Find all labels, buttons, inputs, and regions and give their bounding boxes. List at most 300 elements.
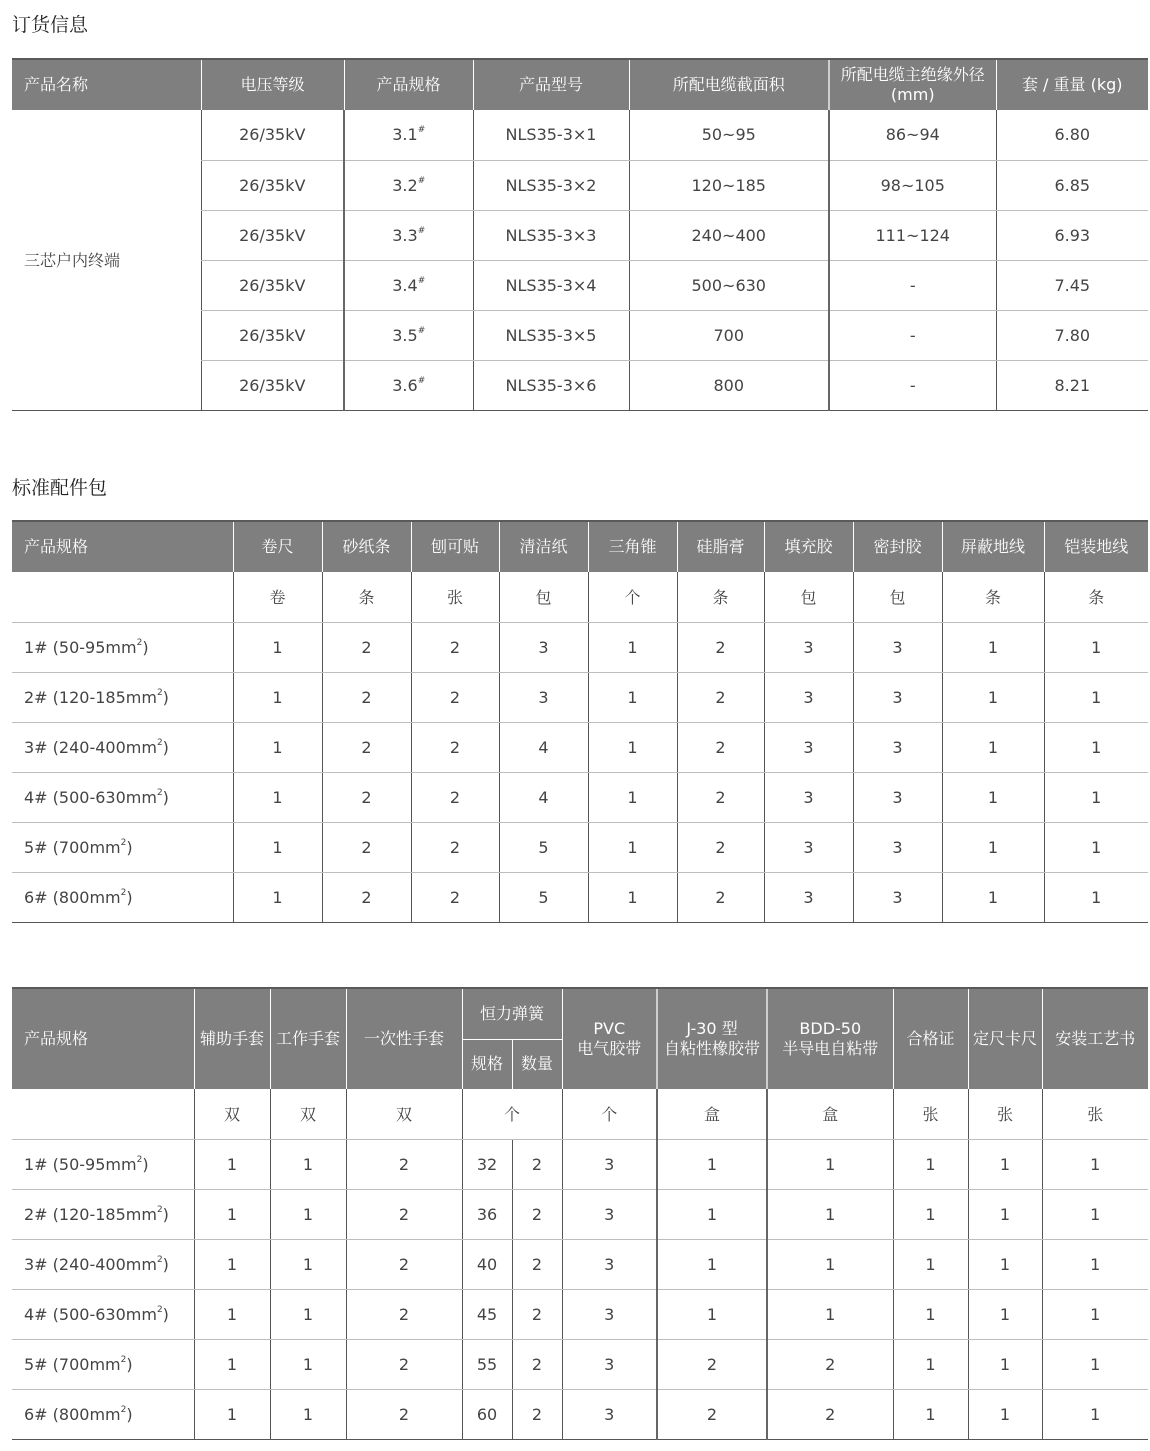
quantity-cell: 1 [968, 1389, 1042, 1439]
quantity-cell: 1 [893, 1289, 968, 1339]
cable-area-cell: 120~185 [629, 160, 829, 210]
quantity-cell: 2 [512, 1189, 562, 1239]
supplies-header-bdd-tape [767, 988, 893, 1089]
header-weight: 套 / 重量 (kg) [996, 59, 1148, 110]
supplies-table [12, 987, 1148, 1440]
spec-cell [344, 210, 473, 260]
quantity-cell: 3 [562, 1339, 657, 1389]
quantity-cell: 1 [767, 1239, 893, 1289]
quantity-cell: 3 [764, 772, 853, 822]
quantity-cell: 2 [677, 672, 764, 722]
order-info-table [12, 58, 1148, 411]
quantity-cell: 1 [270, 1239, 346, 1289]
quantity-cell: 2 [677, 622, 764, 672]
quantity-cell: 3 [562, 1289, 657, 1339]
accessory-header: 刨可贴 [411, 521, 499, 572]
quantity-cell: 1 [1044, 722, 1148, 772]
header-spec: 产品规格 [344, 59, 473, 110]
j30-tape-line2: 自粘性橡胶带 [664, 1039, 761, 1058]
unit-cell: 双 [194, 1089, 270, 1139]
quantity-cell: 2 [346, 1389, 462, 1439]
quantity-cell: 2 [512, 1139, 562, 1189]
supplies-header-spring-qty: 数量 [512, 1039, 562, 1089]
spec-cell [12, 722, 233, 772]
quantity-cell: 1 [942, 872, 1044, 922]
quantity-cell: 1 [1044, 772, 1148, 822]
spec-close: ) [126, 1404, 133, 1424]
cable-area-cell: 240~400 [629, 210, 829, 260]
unit-cell: 包 [499, 572, 588, 622]
quantity-cell: 1 [893, 1339, 968, 1389]
quantity-cell: 1 [968, 1189, 1042, 1239]
spec-text: 1# (50-95mm [24, 1154, 137, 1174]
quantity-cell: 3 [499, 622, 588, 672]
accessory-row [12, 722, 1148, 772]
quantity-cell: 2 [767, 1339, 893, 1389]
unit-cell: 双 [346, 1089, 462, 1139]
quantity-cell: 2 [411, 672, 499, 722]
spec-superscript: 2 [156, 687, 163, 698]
quantity-cell: 1 [233, 672, 322, 722]
spec-cell [12, 1239, 194, 1289]
spec-text: 6# (800mm [24, 887, 121, 907]
accessory-header: 屏蔽地线 [942, 521, 1044, 572]
unit-cell: 个 [462, 1089, 562, 1139]
spec-close: ) [162, 687, 169, 707]
quantity-cell: 5 [499, 822, 588, 872]
spec-cell [12, 872, 233, 922]
spec-close: ) [142, 637, 149, 657]
quantity-cell: 2 [657, 1339, 767, 1389]
quantity-cell: 3 [853, 772, 942, 822]
unit-cell: 张 [1042, 1089, 1148, 1139]
spec-text: 3# (240-400mm [24, 737, 157, 757]
quantity-cell: 1 [942, 722, 1044, 772]
weight-cell: 7.45 [996, 260, 1148, 310]
unit-cell: 张 [968, 1089, 1042, 1139]
quantity-cell: 3 [853, 722, 942, 772]
quantity-cell: 1 [1042, 1239, 1148, 1289]
quantity-cell: 1 [1042, 1289, 1148, 1339]
pvc-tape-line2: 电气胶带 [577, 1039, 642, 1058]
header-product-name: 产品名称 [12, 59, 201, 110]
model-cell: NLS35-3×1 [473, 110, 629, 160]
supplies-row [12, 1339, 1148, 1389]
quantity-cell: 1 [767, 1289, 893, 1339]
quantity-cell: 1 [233, 772, 322, 822]
voltage-cell: 26/35kV [201, 360, 344, 410]
quantity-cell: 3 [764, 822, 853, 872]
spec-text: 3.1 [392, 125, 418, 145]
spec-cell [344, 260, 473, 310]
quantity-cell: 1 [233, 872, 322, 922]
weight-cell: 6.85 [996, 160, 1148, 210]
unit-cell: 条 [677, 572, 764, 622]
accessory-header: 砂纸条 [322, 521, 411, 572]
quantity-cell: 2 [512, 1289, 562, 1339]
spec-cell [12, 1339, 194, 1389]
quantity-cell: 1 [588, 822, 677, 872]
accessory-header: 填充胶 [764, 521, 853, 572]
spec-superscript: # [417, 325, 426, 336]
header-voltage: 电压等级 [201, 59, 344, 110]
quantity-cell: 45 [462, 1289, 512, 1339]
spec-close: ) [126, 837, 133, 857]
supplies-header-spring-spec: 规格 [462, 1039, 512, 1089]
quantity-cell: 36 [462, 1189, 512, 1239]
unit-cell: 双 [270, 1089, 346, 1139]
quantity-cell: 1 [588, 622, 677, 672]
quantity-cell: 1 [1044, 822, 1148, 872]
spec-cell [344, 110, 473, 160]
accessory-header: 三角锥 [588, 521, 677, 572]
quantity-cell: 1 [942, 822, 1044, 872]
spec-cell [12, 1289, 194, 1339]
quantity-cell: 1 [968, 1289, 1042, 1339]
quantity-cell: 2 [512, 1239, 562, 1289]
order-row [12, 110, 1148, 160]
quantity-cell: 3 [562, 1389, 657, 1439]
spec-close: ) [126, 1354, 133, 1374]
quantity-cell: 2 [411, 722, 499, 772]
quantity-cell: 2 [346, 1339, 462, 1389]
pvc-tape-line1: PVC [593, 1019, 626, 1038]
quantity-cell: 2 [512, 1339, 562, 1389]
header-model: 产品型号 [473, 59, 629, 110]
supplies-header-manual: 安装工艺书 [1042, 988, 1148, 1089]
quantity-cell: 2 [322, 822, 411, 872]
supplies-header-pvc-tape [562, 988, 657, 1089]
quantity-cell: 1 [270, 1339, 346, 1389]
quantity-cell: 1 [194, 1239, 270, 1289]
quantity-cell: 2 [411, 622, 499, 672]
spec-cell [12, 1139, 194, 1189]
quantity-cell: 5 [499, 872, 588, 922]
voltage-cell: 26/35kV [201, 260, 344, 310]
quantity-cell: 1 [942, 622, 1044, 672]
spec-superscript: 2 [156, 737, 163, 748]
spec-close: ) [162, 787, 169, 807]
model-cell: NLS35-3×2 [473, 160, 629, 210]
quantity-cell: 2 [322, 722, 411, 772]
quantity-cell: 2 [346, 1239, 462, 1289]
unit-cell: 条 [942, 572, 1044, 622]
quantity-cell: 1 [270, 1289, 346, 1339]
spec-cell [12, 622, 233, 672]
order-info-title: 订货信息 [12, 14, 89, 36]
supplies-header-work-gloves: 工作手套 [270, 988, 346, 1089]
quantity-cell: 1 [1044, 672, 1148, 722]
spec-cell [12, 822, 233, 872]
spec-superscript: # [417, 225, 426, 236]
unit-row [12, 1089, 1148, 1139]
unit-cell: 条 [1044, 572, 1148, 622]
unit-cell: 盒 [657, 1089, 767, 1139]
quantity-cell: 1 [968, 1339, 1042, 1389]
weight-cell: 6.93 [996, 210, 1148, 260]
quantity-cell: 4 [499, 722, 588, 772]
cable-area-cell: 500~630 [629, 260, 829, 310]
quantity-cell: 1 [767, 1139, 893, 1189]
spec-cell [344, 160, 473, 210]
spec-text: 3.4 [392, 275, 418, 295]
quantity-cell: 1 [270, 1389, 346, 1439]
spec-superscript: 2 [156, 1254, 163, 1265]
quantity-cell: 3 [562, 1239, 657, 1289]
quantity-cell: 1 [194, 1139, 270, 1189]
quantity-cell: 3 [853, 622, 942, 672]
spec-text: 6# (800mm [24, 1404, 121, 1424]
spec-close: ) [142, 1154, 149, 1174]
quantity-cell: 40 [462, 1239, 512, 1289]
spec-text: 3.2 [392, 175, 418, 195]
quantity-cell: 1 [270, 1139, 346, 1189]
weight-cell: 6.80 [996, 110, 1148, 160]
quantity-cell: 1 [233, 822, 322, 872]
bdd-tape-line2: 半导电自粘带 [782, 1039, 879, 1058]
weight-cell: 7.80 [996, 310, 1148, 360]
cable-diameter-cell: 86~94 [829, 110, 996, 160]
spec-superscript: 2 [156, 1304, 163, 1315]
quantity-cell: 3 [499, 672, 588, 722]
cable-area-cell: 50~95 [629, 110, 829, 160]
quantity-cell: 1 [1042, 1339, 1148, 1389]
spec-text: 4# (500-630mm [24, 787, 157, 807]
unit-cell: 盒 [767, 1089, 893, 1139]
accessory-header: 清洁纸 [499, 521, 588, 572]
header-cable-diameter-line2: (mm) [890, 85, 935, 104]
supplies-header-disposable-gloves: 一次性手套 [346, 988, 462, 1089]
accessory-header: 密封胶 [853, 521, 942, 572]
quantity-cell: 60 [462, 1389, 512, 1439]
spec-superscript: # [417, 175, 426, 186]
voltage-cell: 26/35kV [201, 310, 344, 360]
quantity-cell: 1 [893, 1139, 968, 1189]
spec-superscript: 2 [136, 1154, 143, 1165]
supplies-header-certificate: 合格证 [893, 988, 968, 1089]
quantity-cell: 1 [942, 772, 1044, 822]
spec-close: ) [162, 1254, 169, 1274]
quantity-cell: 1 [893, 1189, 968, 1239]
quantity-cell: 3 [853, 822, 942, 872]
spec-text: 3.6 [392, 375, 418, 395]
spec-text: 4# (500-630mm [24, 1304, 157, 1324]
quantity-cell: 1 [657, 1289, 767, 1339]
quantity-cell: 1 [588, 672, 677, 722]
quantity-cell: 1 [233, 722, 322, 772]
quantity-cell: 4 [499, 772, 588, 822]
quantity-cell: 1 [657, 1189, 767, 1239]
header-cable-diameter-line1: 所配电缆主绝缘外径 [840, 65, 985, 84]
spec-close: ) [162, 737, 169, 757]
unit-cell [12, 1089, 194, 1139]
accessory-header: 产品规格 [12, 521, 233, 572]
voltage-cell: 26/35kV [201, 160, 344, 210]
model-cell: NLS35-3×4 [473, 260, 629, 310]
quantity-cell: 3 [562, 1189, 657, 1239]
quantity-cell: 2 [322, 672, 411, 722]
unit-cell: 张 [893, 1089, 968, 1139]
quantity-cell: 1 [1044, 872, 1148, 922]
quantity-cell: 2 [346, 1189, 462, 1239]
supplies-header-ruler-card: 定尺卡尺 [968, 988, 1042, 1089]
quantity-cell: 2 [512, 1389, 562, 1439]
spec-cell [344, 360, 473, 410]
quantity-cell: 2 [322, 872, 411, 922]
quantity-cell: 2 [346, 1289, 462, 1339]
voltage-cell: 26/35kV [201, 110, 344, 160]
quantity-cell: 32 [462, 1139, 512, 1189]
quantity-cell: 3 [562, 1139, 657, 1189]
accessory-row [12, 622, 1148, 672]
accessory-row [12, 772, 1148, 822]
accessory-header: 硅脂膏 [677, 521, 764, 572]
accessory-header: 卷尺 [233, 521, 322, 572]
spec-close: ) [126, 887, 133, 907]
unit-cell: 包 [853, 572, 942, 622]
quantity-cell: 2 [677, 872, 764, 922]
quantity-cell: 1 [194, 1189, 270, 1239]
supplies-row [12, 1189, 1148, 1239]
quantity-cell: 2 [411, 822, 499, 872]
model-cell: NLS35-3×6 [473, 360, 629, 410]
spec-text: 3.5 [392, 325, 418, 345]
unit-cell: 个 [588, 572, 677, 622]
spec-superscript: 2 [120, 887, 127, 898]
quantity-cell: 3 [853, 872, 942, 922]
spec-close: ) [162, 1304, 169, 1324]
quantity-cell: 2 [346, 1139, 462, 1189]
quantity-cell: 3 [853, 672, 942, 722]
spec-superscript: 2 [136, 637, 143, 648]
supplies-header-j30-tape [657, 988, 767, 1089]
j30-tape-line1: J-30 型 [686, 1019, 738, 1038]
quantity-cell: 1 [767, 1189, 893, 1239]
quantity-cell: 2 [677, 772, 764, 822]
supplies-row [12, 1139, 1148, 1189]
cable-diameter-cell: - [829, 260, 996, 310]
spec-superscript: # [417, 125, 426, 136]
spec-superscript: 2 [120, 1354, 127, 1365]
accessories-title: 标准配件包 [12, 477, 108, 499]
quantity-cell: 2 [767, 1389, 893, 1439]
unit-cell: 包 [764, 572, 853, 622]
unit-row [12, 572, 1148, 622]
quantity-cell: 3 [764, 672, 853, 722]
cable-diameter-cell: - [829, 360, 996, 410]
supplies-row [12, 1239, 1148, 1289]
spec-text: 2# (120-185mm [24, 1204, 157, 1224]
accessory-row [12, 672, 1148, 722]
quantity-cell: 1 [942, 672, 1044, 722]
cable-diameter-cell: - [829, 310, 996, 360]
cable-area-cell: 700 [629, 310, 829, 360]
spec-cell [12, 672, 233, 722]
unit-cell: 卷 [233, 572, 322, 622]
spec-superscript: 2 [120, 837, 127, 848]
unit-cell: 个 [562, 1089, 657, 1139]
cable-area-cell: 800 [629, 360, 829, 410]
spec-superscript: # [417, 375, 426, 386]
accessory-row [12, 822, 1148, 872]
quantity-cell: 1 [588, 872, 677, 922]
voltage-cell: 26/35kV [201, 210, 344, 260]
accessory-row [12, 872, 1148, 922]
quantity-cell: 1 [968, 1239, 1042, 1289]
quantity-cell: 2 [322, 622, 411, 672]
spec-text: 5# (700mm [24, 1354, 121, 1374]
spec-text: 2# (120-185mm [24, 687, 157, 707]
quantity-cell: 1 [1042, 1139, 1148, 1189]
header-cable-diameter [829, 59, 996, 110]
supplies-row [12, 1389, 1148, 1439]
quantity-cell: 3 [764, 622, 853, 672]
supplies-header-spring: 恒力弹簧 [462, 988, 562, 1039]
quantity-cell: 2 [411, 872, 499, 922]
quantity-cell: 1 [968, 1139, 1042, 1189]
quantity-cell: 1 [893, 1239, 968, 1289]
quantity-cell: 2 [322, 772, 411, 822]
quantity-cell: 3 [764, 872, 853, 922]
spec-cell [12, 1389, 194, 1439]
spec-text: 3.3 [392, 225, 418, 245]
quantity-cell: 2 [657, 1389, 767, 1439]
quantity-cell: 1 [1044, 622, 1148, 672]
spec-text: 5# (700mm [24, 837, 121, 857]
model-cell: NLS35-3×5 [473, 310, 629, 360]
spec-text: 1# (50-95mm [24, 637, 137, 657]
quantity-cell: 1 [893, 1389, 968, 1439]
spec-cell [344, 310, 473, 360]
model-cell: NLS35-3×3 [473, 210, 629, 260]
quantity-cell: 3 [764, 722, 853, 772]
quantity-cell: 1 [194, 1389, 270, 1439]
header-cable-area: 所配电缆截面积 [629, 59, 829, 110]
quantity-cell: 1 [270, 1189, 346, 1239]
unit-cell: 张 [411, 572, 499, 622]
accessories-table [12, 520, 1148, 923]
supplies-header-aux-gloves: 辅助手套 [194, 988, 270, 1089]
spec-superscript: # [417, 275, 426, 286]
quantity-cell: 1 [657, 1239, 767, 1289]
quantity-cell: 55 [462, 1339, 512, 1389]
cable-diameter-cell: 98~105 [829, 160, 996, 210]
quantity-cell: 1 [194, 1339, 270, 1389]
supplies-row [12, 1289, 1148, 1339]
unit-cell [12, 572, 233, 622]
spec-superscript: 2 [156, 1204, 163, 1215]
spec-close: ) [162, 1204, 169, 1224]
quantity-cell: 1 [1042, 1389, 1148, 1439]
quantity-cell: 2 [677, 822, 764, 872]
cable-diameter-cell: 111~124 [829, 210, 996, 260]
spec-cell [12, 1189, 194, 1239]
bdd-tape-line1: BDD-50 [799, 1019, 862, 1038]
spec-cell [12, 772, 233, 822]
spec-superscript: 2 [156, 787, 163, 798]
spec-superscript: 2 [120, 1404, 127, 1415]
quantity-cell: 1 [233, 622, 322, 672]
unit-cell: 条 [322, 572, 411, 622]
quantity-cell: 2 [677, 722, 764, 772]
quantity-cell: 1 [194, 1289, 270, 1339]
spec-text: 3# (240-400mm [24, 1254, 157, 1274]
quantity-cell: 1 [657, 1139, 767, 1189]
quantity-cell: 2 [411, 772, 499, 822]
accessory-header: 铠装地线 [1044, 521, 1148, 572]
supplies-header-spec: 产品规格 [12, 988, 194, 1089]
quantity-cell: 1 [588, 722, 677, 772]
